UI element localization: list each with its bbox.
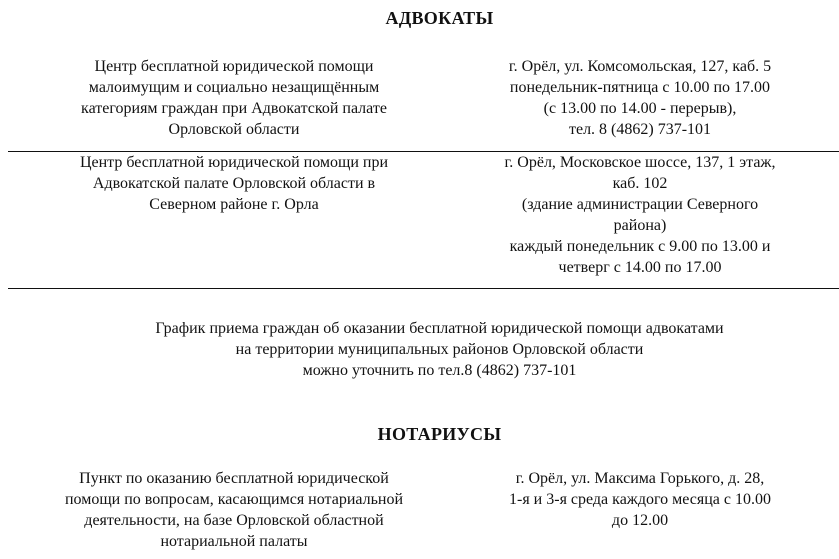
organization-name <box>14 152 454 215</box>
section-heading-advocates: АДВОКАТЫ <box>385 8 494 28</box>
text-line: деятельности, на базе Орловской областной <box>84 512 384 529</box>
text-line: малоимущим и социально незащищённым <box>88 79 380 96</box>
row-divider <box>8 288 839 289</box>
section-heading-notaries: НОТАРИУСЫ <box>377 424 502 444</box>
text-line: г. Орёл, Московское шоссе, 137, 1 этаж, <box>504 154 776 171</box>
address-schedule <box>450 152 830 278</box>
organization-name <box>14 56 454 140</box>
text-line: г. Орёл, ул. Максима Горького, д. 28, <box>515 470 765 487</box>
text-line: Центр бесплатной юридической помощи <box>94 58 374 75</box>
text-line: на территории муниципальных районов Орловской области <box>235 341 644 358</box>
text-line: каб. 102 <box>612 175 668 192</box>
text-line: четверг с 14.00 по 17.00 <box>558 259 722 276</box>
address-schedule <box>450 468 830 531</box>
text-line: Северном районе г. Орла <box>149 196 319 213</box>
text-line: График приема граждан об оказании бесплатной юридической помощи адвокатами <box>155 320 724 337</box>
text-line: помощи по вопросам, касающимся нотариальной <box>64 491 404 508</box>
text-line: района) <box>613 217 667 234</box>
address-schedule <box>450 56 830 140</box>
text-line: Адвокатской палате Орловской области в <box>92 175 376 192</box>
text-line: категориям граждан при Адвокатской палате <box>81 100 387 117</box>
text-line: Орловской области <box>168 121 300 138</box>
text-line: (с 13.00 по 14.00 - перерыв), <box>543 100 737 117</box>
text-line: г. Орёл, ул. Комсомольская, 127, каб. 5 <box>508 58 772 75</box>
text-line: Центр бесплатной юридической помощи при <box>79 154 389 171</box>
text-line: до 12.00 <box>611 512 669 529</box>
text-line: нотариальной палаты <box>160 533 308 550</box>
text-line: (здание администрации Северного <box>521 196 759 213</box>
text-line: каждый понедельник с 9.00 по 13.00 и <box>509 238 771 255</box>
schedule-note <box>20 318 839 381</box>
text-line: 1-я и 3-я среда каждого месяца с 10.00 <box>508 491 771 508</box>
text-line: Пункт по оказанию бесплатной юридической <box>79 470 389 487</box>
text-line: тел. 8 (4862) 737-101 <box>568 121 712 138</box>
organization-name <box>14 468 454 552</box>
text-line: понедельник-пятница с 10.00 по 17.00 <box>509 79 771 96</box>
text-line: можно уточнить по тел.8 (4862) 737-101 <box>302 362 577 379</box>
